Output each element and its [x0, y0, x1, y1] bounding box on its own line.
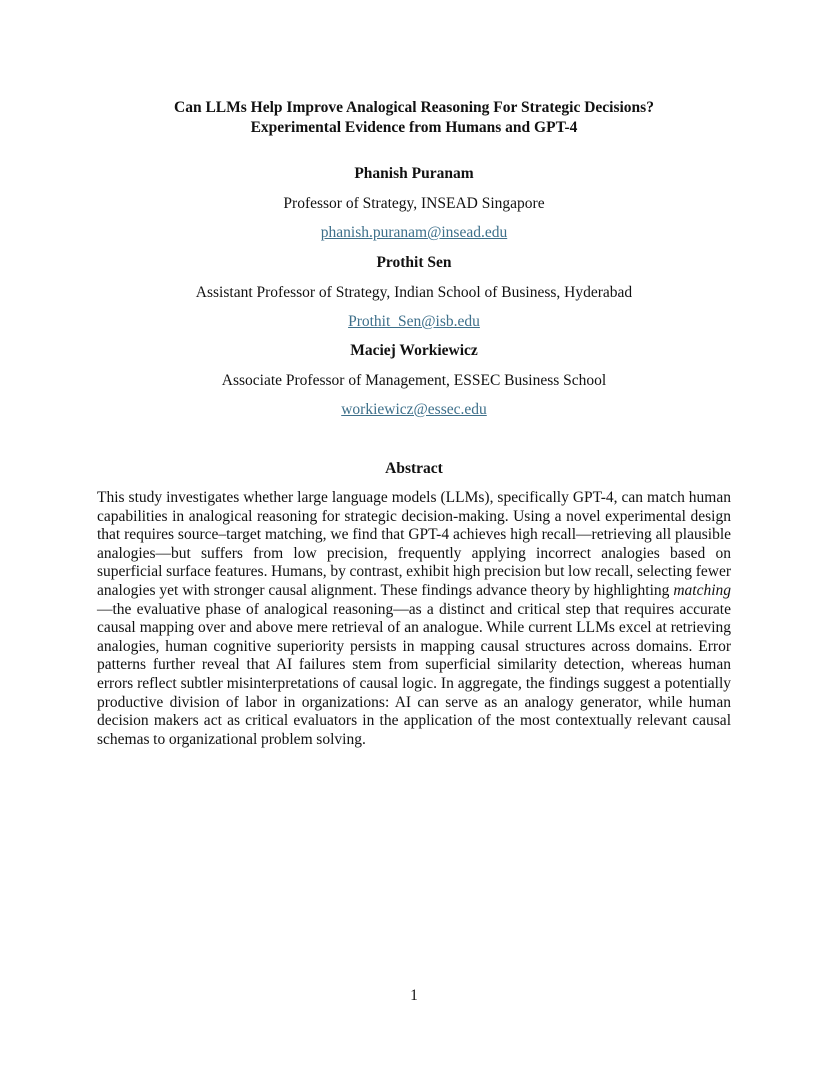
author-email-2-row [0, 312, 828, 332]
author-email-3-link[interactable]: workiewicz@essec.edu [341, 401, 487, 418]
author-name-3: Maciej Workiewicz [350, 342, 478, 359]
author-name-1: Phanish Puranam [354, 165, 474, 182]
author-email-1-row [0, 223, 828, 243]
page-number: 1 [410, 987, 418, 1004]
author-name-2: Prothit Sen [376, 254, 452, 271]
title-line-2: Experimental Evidence from Humans and GPT-4 [250, 119, 578, 136]
abstract-body [97, 489, 731, 749]
author-affiliation-3: Associate Professor of Management, ESSEC Business School [221, 372, 607, 389]
author-email-3-row [0, 400, 828, 420]
abstract-italic-term: matching [673, 581, 731, 599]
abstract-text-part-2: —the evaluative phase of analogical reasoning—as a distinct and critical step that requires accurate causal mapping over and above mere retrieval of an analogue. While current LLMs excel at retrieving analogies, human cognitive superiority persists in mapping causal structures across domains. Error patterns further reveal that AI failures stem from superficial similarity detection, whereas human errors reflect subtler misinterpretations of causal logic. In aggregate, the findings suggest a potentially productive division of labor in organizations: AI can serve as an analogy generator, while human decision makers act as critical evaluators in the application of the most contextually relevant causal schemas to organizational problem solving. [97, 600, 731, 748]
author-affiliation-2: Assistant Professor of Strategy, Indian School of Business, Hyderabad [195, 284, 633, 301]
abstract-heading: Abstract [385, 460, 443, 477]
title-line-1: Can LLMs Help Improve Analogical Reasoning For Strategic Decisions? [174, 99, 654, 116]
author-affiliation-1: Professor of Strategy, INSEAD Singapore [283, 195, 545, 212]
author-email-1-link[interactable]: phanish.puranam@insead.edu [320, 224, 508, 241]
abstract-text-part-1: This study investigates whether large language models (LLMs), specifically GPT-4, can match human capabilities in analogical reasoning for strategic decision-making. Using a novel experimental design that requires source–target matching, we find that GPT-4 achieves high recall—retrieving all plausible analogies—but suffers from low precision, frequently applying incorrect analogies based on superficial surface features. Humans, by contrast, exhibit high precision but low recall, selecting fewer analogies yet with stronger causal alignment. These findings advance theory by highlighting [97, 489, 731, 599]
author-email-2-link[interactable]: Prothit_Sen@isb.edu [348, 313, 480, 330]
paper-title [0, 98, 828, 138]
